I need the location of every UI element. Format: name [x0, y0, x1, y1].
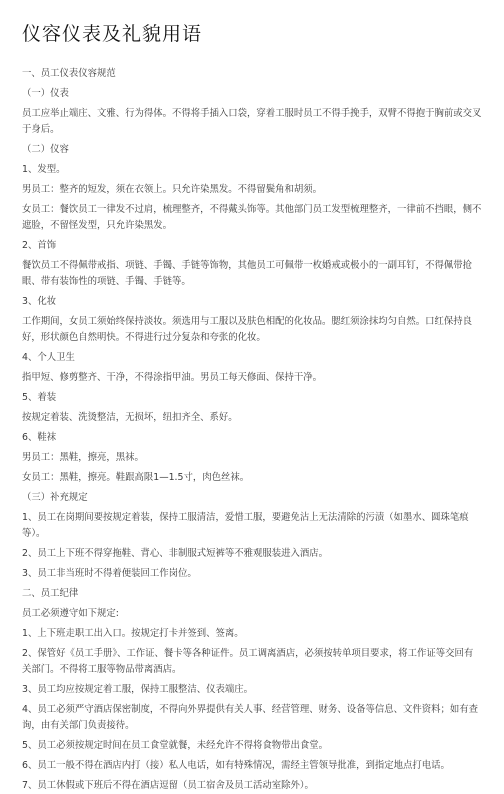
- paragraph: 男员工：黑鞋，擦亮，黑袜。: [22, 452, 144, 463]
- paragraph: 男员工：整齐的短发，须在衣领上。只允许染黑发。不得留鬓角和胡须。: [22, 184, 323, 195]
- item-heading: 5、着装: [22, 392, 57, 403]
- subsection-heading: （一）仪表: [22, 88, 69, 99]
- item-heading: 6、鞋袜: [22, 432, 57, 443]
- item-heading: 2、首饰: [22, 240, 57, 251]
- paragraph: 工作期间，女员工须始终保持淡妆。须选用与工服以及肤色相配的化妆品。腮红须涂抹均匀自然。口红保持良好，形状颜色自然明快。不得进行过分复杂和夸张的化妆。: [22, 316, 473, 343]
- item-heading: 3、化妆: [22, 296, 57, 307]
- subsection-heading: （三）补充规定: [22, 492, 88, 503]
- section-heading: 一、员工仪表仪容规范: [22, 68, 116, 79]
- paragraph: 女员工：餐饮员工一律发不过肩，梳理整齐，不得戴头饰等。其他部门员工发型梳理整齐，一律前不挡眼，侧不遮脸，不留怪发型，只允许染黑发。: [22, 204, 482, 231]
- paragraph: 2、保管好《员工手册》、工作证、餐卡等各种证件。员工调离酒店，必须按转单项目要求，将工作证等交回有关部门。不得将工服等物品带离酒店。: [22, 648, 474, 675]
- paragraph: 1、上下班走职工出入口。按规定打卡并签到、签离。: [22, 628, 244, 639]
- document-body: [22, 66, 482, 794]
- paragraph: 4、员工必须严守酒店保密制度，不得向外界提供有关人事、经营管理、财务、设备等信息、文件资料；如有查询，由有关部门负责接待。: [22, 704, 478, 731]
- paragraph: 3、员工非当班时不得着便装回工作岗位。: [22, 568, 197, 579]
- paragraph: 按规定着装、洗烫整洁，无损坏，纽扣齐全、系好。: [22, 412, 238, 423]
- paragraph: 员工应举止端庄、文雅、行为得体。不得将手插入口袋，穿着工服时员工不得手挽手，双臂不得抱于胸前或交叉于身后。: [22, 108, 482, 135]
- document-title: 仪容仪表及礼貌用语: [22, 23, 203, 45]
- paragraph: 员工必须遵守如下规定:: [22, 608, 119, 619]
- item-heading: 4、个人卫生: [22, 352, 75, 363]
- section-heading: 二、员工纪律: [22, 588, 79, 599]
- paragraph: 餐饮员工不得佩带戒指、项链、手镯、手链等饰物，其他员工可佩带一枚婚戒或极小的一副耳钉，不得佩带抢眼、带有装饰性的项链、手镯、手链等。: [22, 260, 473, 287]
- paragraph: 5、员工必须按规定时间在员工食堂就餐，未经允许不得将食物带出食堂。: [22, 740, 328, 751]
- paragraph: 6、员工一般不得在酒店内打（接）私人电话，如有特殊情况，需经主管领导批准，到指定地点打电话。: [22, 760, 450, 771]
- paragraph: 2、员工上下班不得穿拖鞋、背心、非制服式短裤等不雅观服装进入酒店。: [22, 548, 328, 559]
- paragraph: 7、员工休假或下班后不得在酒店逗留（员工宿舍及员工活动室除外）。: [22, 780, 314, 791]
- paragraph: 指甲短、修剪整齐、干净，不得涂指甲油。男员工每天修面、保持干净。: [22, 372, 323, 383]
- item-heading: 1、发型。: [22, 164, 66, 175]
- paragraph: 3、员工均应按规定着工服，保持工服整洁、仪表端庄。: [22, 684, 253, 695]
- subsection-heading: （二）仪容: [22, 144, 69, 155]
- paragraph: 1、员工在岗期间要按规定着装，保持工服清洁，爱惜工服，要避免沾上无法清除的污渍（如墨水、圆珠笔痕等）。: [22, 512, 469, 539]
- paragraph: 女员工：黑鞋，擦亮。鞋跟高限1—1.5寸，肉色丝袜。: [22, 472, 250, 483]
